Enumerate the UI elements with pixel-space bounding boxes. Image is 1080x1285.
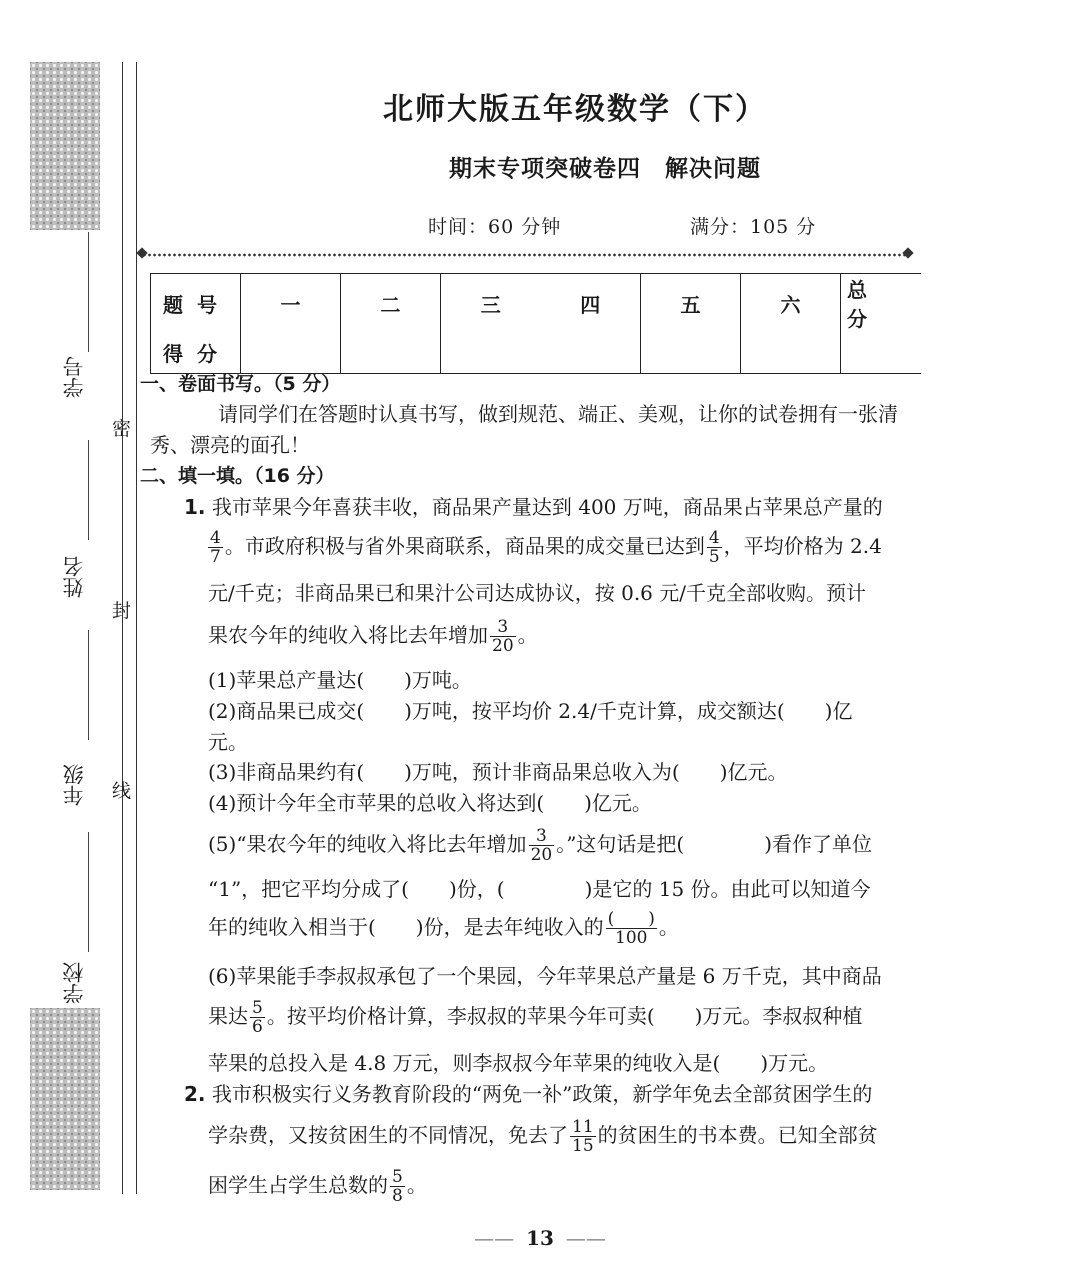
score-cell[interactable]: [841, 332, 921, 374]
q1-number: 1.: [184, 495, 206, 519]
grade-label: 年级: [62, 764, 86, 806]
q1-line4: 果农今年的纯收入将比去年增加 $\frac{3}{20}$ 。: [208, 617, 538, 656]
q2-text: 我市积极实行义务教育阶段的“两免一补”政策，新学年免去全部贫困学生的: [211, 1082, 873, 1106]
score-cell[interactable]: [241, 332, 341, 374]
student-id-label: 学号: [62, 356, 86, 398]
q1-sub6-line3: 苹果的总投入是 4.8 万元，则李叔叔今年苹果的纯收入是( )万元。: [208, 1051, 829, 1075]
score-cell[interactable]: [441, 332, 541, 374]
fraction-4-5: $\frac{4}{5}$: [708, 528, 720, 567]
fraction-3-20: $\frac{3}{20}$: [492, 617, 514, 656]
q1-sub6-line1: (6)苹果能手李叔叔承包了一个果园，今年苹果总产量是 6 万千克，其中商品: [208, 964, 882, 988]
q2-line3: 困学生占学生总数的 $\frac{5}{8}$ 。: [208, 1167, 427, 1206]
page-title: 北师大版五年级数学（下）: [383, 92, 767, 127]
name-label: 姓名: [62, 556, 86, 598]
score-cell[interactable]: [741, 332, 841, 374]
section2-heading: 二、填一填。（16 分）: [140, 465, 335, 487]
grade-line: [88, 630, 89, 740]
page-subtitle: 期末专项突破卷四 解决问题: [449, 155, 761, 182]
fraction-5-8: $\frac{5}{8}$: [392, 1167, 403, 1206]
col-total: 总分: [841, 274, 921, 333]
col-3: 三: [441, 274, 541, 333]
score-table: [150, 273, 921, 374]
full-score: 满分：105 分: [690, 216, 817, 238]
q1-sub4: (4)预计今年全市苹果的总收入将达到( )亿元。: [208, 791, 652, 815]
q2-line2: 学杂费，又按贫困生的不同情况，免去了 $\frac{11}{15}$ 的贫困生的书本费。已知全部贫: [208, 1117, 878, 1156]
q1-sub5-line2: “1”，把它平均分成了( )份，( )是它的 15 份。由此可以知道今: [208, 877, 871, 901]
page-footer: —— 13 ——: [474, 1226, 606, 1250]
seal-char-feng: 封: [112, 600, 132, 622]
q1-line1: [184, 494, 883, 520]
dotted-divider: [142, 252, 908, 258]
fraction-4-7: $\frac{4}{7}$: [210, 528, 221, 567]
q1-sub5-line3: 年的纯收入相当于( )份，是去年纯收入的 $\frac{( )}{100}$ 。: [208, 909, 679, 948]
q2-number: 2.: [184, 1082, 206, 1106]
seal-char-xian: 线: [112, 780, 132, 802]
student-id-line: [88, 232, 89, 352]
exam-time: 时间：60 分钟: [428, 216, 562, 238]
q1-sub2-line1: (2)商品果已成交( )万吨，按平均价 2.4/千克计算，成交额达( )亿: [208, 699, 853, 723]
q1-sub6-line2: 果达 $\frac{5}{6}$ 。按平均价格计算，李叔叔的苹果今年可卖( )万元。李叔叔种植: [208, 998, 863, 1037]
fraction-blank-100: $\frac{( )}{100}$: [607, 909, 655, 948]
q1-sub5-line1: (5)“果农今年的纯收入将比去年增加 $\frac{3}{20}$ 。”这句话是把( )看作了单位: [208, 826, 873, 865]
q1-text: 我市苹果今年喜获丰收，商品果产量达到 400 万吨，商品果占苹果总产量的: [211, 495, 883, 519]
fraction-3-20: $\frac{3}{20}$: [530, 826, 553, 865]
score-cell[interactable]: [641, 332, 741, 374]
binding-line-inner: [136, 62, 137, 1194]
q1-line2: $\frac{4}{7}$ 。市政府积极与省外果商联系，商品果的成交量已达到 $\frac{4}{5}$ ，平均价格为 2.4: [210, 528, 882, 567]
col-2: 二: [341, 274, 441, 333]
q2-line1: [184, 1081, 872, 1107]
school-label: 学校: [62, 962, 86, 1004]
binding-pattern-bottom: [30, 1008, 100, 1190]
row-head-question: 题号: [151, 274, 241, 333]
binding-line-outer: [122, 62, 123, 1194]
score-cell[interactable]: [341, 332, 441, 374]
fraction-5-6: $\frac{5}{6}$: [252, 998, 263, 1037]
col-4: 四: [541, 274, 641, 333]
score-cell[interactable]: [541, 332, 641, 374]
fraction-11-15: $\frac{11}{15}$: [572, 1117, 594, 1156]
seal-char-mi: 密: [112, 418, 132, 440]
page-number: 13: [526, 1226, 554, 1250]
name-line: [88, 440, 89, 540]
section1-heading: 一、卷面书写。（5 分）: [140, 373, 341, 395]
row-head-score: 得分: [151, 332, 241, 374]
section1-line1: 请同学们在答题时认真书写，做到规范、端正、美观，让你的试卷拥有一张清: [218, 402, 898, 426]
q1-sub2-line2: 元。: [208, 730, 248, 754]
col-6: 六: [741, 274, 841, 333]
school-line: [88, 832, 89, 952]
col-1: 一: [241, 274, 341, 333]
col-5: 五: [641, 274, 741, 333]
q1-line3: 元/千克；非商品果已和果汁公司达成协议，按 0.6 元/千克全部收购。预计: [208, 581, 866, 605]
q1-sub3: (3)非商品果约有( )万吨，预计非商品果总收入为( )亿元。: [208, 760, 788, 784]
q1-sub1: (1)苹果总产量达( )万吨。: [208, 668, 472, 692]
section1-line2: 秀、漂亮的面孔！: [150, 433, 310, 457]
